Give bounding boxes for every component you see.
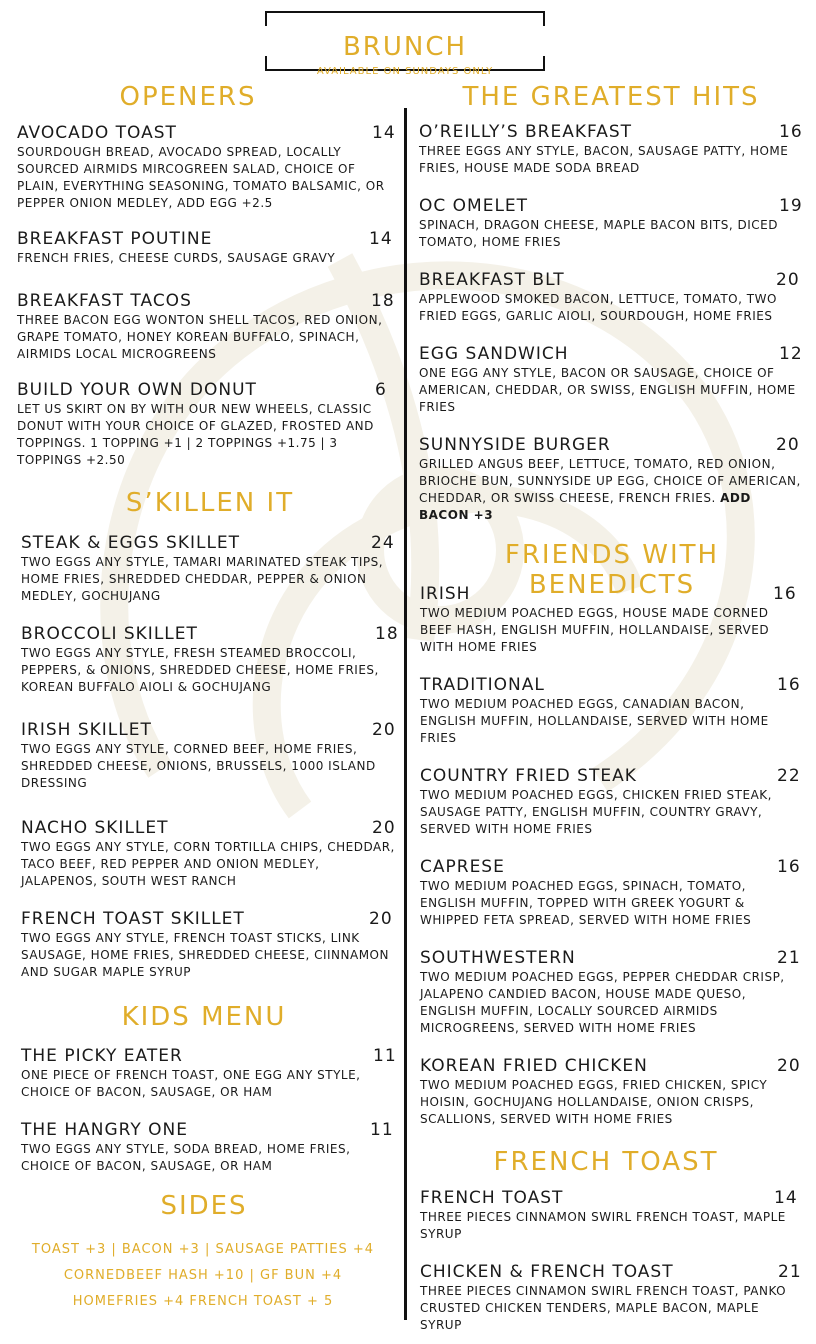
page-subtitle: AVAILABLE ON SUNDAYS ONLY <box>316 66 494 77</box>
item-price: 24 <box>371 533 395 553</box>
item-desc: TWO EGGS ANY STYLE, CORNED BEEF, HOME FRIES, SHREDDED CHEESE, ONIONS, BRUSSELS, 1000 ISLAND DRESSING <box>21 742 376 790</box>
item-name: SUNNYSIDE BURGER <box>419 435 611 455</box>
item-desc: TWO MEDIUM POACHED EGGS, CHICKEN FRIED STEAK, SAUSAGE PATTY, ENGLISH MUFFIN, COUNTRY GRAVY, SERVED WITH HOME FRIES <box>420 788 772 836</box>
item-desc: SOURDOUGH BREAD, AVOCADO SPREAD, LOCALLY SOURCED AIRMIDS MIRCOGREEN SALAD, CHOICE OF PLAIN, EVERYTHING SEASONING, TOMATO BALSAMIC, OR PEPPER ONION MEDLEY, ADD EGG +2.5 <box>17 145 385 210</box>
item-price: 20 <box>369 909 393 929</box>
section-heading-sides: SIDES <box>160 1191 248 1221</box>
title-box <box>265 11 545 77</box>
item-desc: THREE PIECES CINNAMON SWIRL FRENCH TOAST, PANKO CRUSTED CHICKEN TENDERS, MAPLE BACON, MAPLE SYRUP <box>420 1284 787 1332</box>
menu-item <box>21 1120 397 1175</box>
item-desc: FRENCH FRIES, CHEESE CURDS, SAUSAGE GRAVY <box>17 251 336 265</box>
menu-item <box>21 818 397 890</box>
item-name: IRISH SKILLET <box>21 720 152 740</box>
sides-list <box>18 1237 388 1315</box>
item-price: 16 <box>779 122 803 142</box>
menu-item <box>21 624 397 696</box>
menu-item <box>17 123 395 212</box>
item-price: 20 <box>372 720 396 740</box>
page-title: BRUNCH <box>342 32 468 62</box>
item-name: STEAK & EGGS SKILLET <box>21 533 241 553</box>
item-desc: ONE EGG ANY STYLE, BACON OR SAUSAGE, CHOICE OF AMERICAN, CHEDDAR, OR SWISS, ENGLISH MUFFIN, HOME FRIES <box>419 366 796 414</box>
item-name: O’REILLY’S BREAKFAST <box>419 122 633 142</box>
item-price: 16 <box>777 857 801 877</box>
item-price: 21 <box>777 948 801 968</box>
section-heading-skillets: S’KILLEN IT <box>125 488 295 518</box>
item-name: SOUTHWESTERN <box>420 948 576 968</box>
item-name: NACHO SKILLET <box>21 818 169 838</box>
sides-line: TOAST +3 | BACON +3 | SAUSAGE PATTIES +4 <box>31 1242 375 1257</box>
item-name: FRENCH TOAST SKILLET <box>21 909 245 929</box>
menu-item <box>420 948 804 1037</box>
menu-item <box>17 291 395 363</box>
item-price: 20 <box>776 270 800 290</box>
menu-item <box>17 229 395 267</box>
item-name: OC OMELET <box>419 196 529 216</box>
item-desc-text: GRILLED ANGUS BEEF, LETTUCE, TOMATO, RED ONION, BRIOCHE BUN, SUNNYSIDE UP EGG, CHOICE OF AMERICAN, CHEDDAR, OR SWISS CHEESE, FRENCH FRIES. <box>419 457 801 505</box>
menu-item <box>21 1046 397 1101</box>
item-name: BREAKFAST TACOS <box>17 291 192 311</box>
item-price: 18 <box>375 624 399 644</box>
menu-item <box>420 1262 804 1334</box>
section-heading-french-toast: FRENCH TOAST <box>493 1147 719 1177</box>
menu-item <box>21 533 397 605</box>
menu-item <box>17 380 395 469</box>
item-desc: TWO EGGS ANY STYLE, FRESH STEAMED BROCCOLI, PEPPERS, & ONIONS, SHREDDED CHEESE, HOME FRIES, KOREAN BUFFALO AIOLI & GOCHUJANG <box>21 646 379 694</box>
item-price: 16 <box>773 584 797 604</box>
item-name: BROCCOLI SKILLET <box>21 624 198 644</box>
menu-item <box>419 344 804 416</box>
item-desc: THREE PIECES CINNAMON SWIRL FRENCH TOAST, MAPLE SYRUP <box>420 1210 786 1241</box>
item-desc: ONE PIECE OF FRENCH TOAST, ONE EGG ANY STYLE, CHOICE OF BACON, SAUSAGE, OR HAM <box>21 1068 361 1099</box>
item-desc: APPLEWOOD SMOKED BACON, LETTUCE, TOMATO, TWO FRIED EGGS, GARLIC AIOLI, SOURDOUGH, HOME FRIES <box>419 292 777 323</box>
item-price: 11 <box>370 1120 394 1140</box>
item-price: 20 <box>777 1056 801 1076</box>
item-price: 18 <box>371 291 395 311</box>
column-divider <box>404 108 407 1320</box>
item-name: IRISH <box>420 584 471 604</box>
item-name: TRADITIONAL <box>420 675 545 695</box>
item-name: EGG SANDWICH <box>419 344 569 364</box>
menu-item <box>420 1056 804 1128</box>
item-desc <box>419 456 804 524</box>
item-desc: TWO MEDIUM POACHED EGGS, CANADIAN BACON, ENGLISH MUFFIN, HOLLANDAISE, SERVED WITH HOME FRIES <box>420 697 769 745</box>
section-heading-greatest-hits: THE GREATEST HITS <box>462 82 760 112</box>
section-heading-openers: OPENERS <box>119 82 257 112</box>
item-price: 14 <box>774 1188 798 1208</box>
item-desc: LET US SKIRT ON BY WITH OUR NEW WHEELS, CLASSIC DONUT WITH YOUR CHOICE OF GLAZED, FROSTED AND TOPPINGS. 1 TOPPING +1 | 2 TOPPINGS +1.75 | 3 TOPPINGS +2.50 <box>17 402 374 467</box>
menu-item <box>419 196 804 251</box>
sides-line: HOMEFRIES +4 FRENCH TOAST + 5 <box>72 1294 334 1309</box>
item-name: THE HANGRY ONE <box>21 1120 188 1140</box>
menu-item <box>420 675 804 747</box>
item-price: 12 <box>779 344 803 364</box>
menu-item <box>420 857 804 929</box>
section-heading-kids: KIDS MENU <box>121 1002 287 1032</box>
item-price: 19 <box>779 196 803 216</box>
item-desc: THREE BACON EGG WONTON SHELL TACOS, RED ONION, GRAPE TOMATO, HONEY KOREAN BUFFALO, SPINACH, AIRMIDS LOCAL MICROGREENS <box>17 313 383 361</box>
menu-item <box>419 435 804 524</box>
menu-item <box>420 584 804 656</box>
item-desc: THREE EGGS ANY STYLE, BACON, SAUSAGE PATTY, HOME FRIES, HOUSE MADE SODA BREAD <box>419 144 789 175</box>
item-name: THE PICKY EATER <box>21 1046 183 1066</box>
item-name: BREAKFAST BLT <box>419 270 565 290</box>
item-name: CAPRESE <box>420 857 505 877</box>
menu-item <box>21 720 397 792</box>
item-desc: SPINACH, DRAGON CHEESE, MAPLE BACON BITS, DICED TOMATO, HOME FRIES <box>419 218 778 249</box>
item-price: 20 <box>372 818 396 838</box>
item-desc: TWO EGGS ANY STYLE, SODA BREAD, HOME FRIES, CHOICE OF BACON, SAUSAGE, OR HAM <box>21 1142 351 1173</box>
item-name: BREAKFAST POUTINE <box>17 229 213 249</box>
item-price: 6 <box>375 380 387 400</box>
item-desc: TWO MEDIUM POACHED EGGS, FRIED CHICKEN, SPICY HOISIN, GOCHUJANG HOLLANDAISE, ONION CRISPS, SCALLIONS, SERVED WITH HOME FRIES <box>420 1078 768 1126</box>
item-desc: TWO EGGS ANY STYLE, CORN TORTILLA CHIPS, CHEDDAR, TACO BEEF, RED PEPPER AND ONION MEDLEY, JALAPENOS, SOUTH WEST RANCH <box>21 840 395 888</box>
menu-item <box>419 122 804 177</box>
item-desc: TWO EGGS ANY STYLE, FRENCH TOAST STICKS, LINK SAUSAGE, HOME FRIES, SHREDDED CHEESE, CIINNAMON AND SUGAR MAPLE SYRUP <box>21 931 389 979</box>
item-price: 11 <box>373 1046 397 1066</box>
item-name: AVOCADO TOAST <box>17 123 177 143</box>
item-price: 22 <box>777 766 801 786</box>
sides-line: CORNEDBEEF HASH +10 | GF BUN +4 <box>63 1268 343 1283</box>
item-price: 14 <box>369 229 393 249</box>
item-price: 21 <box>778 1262 802 1282</box>
item-desc: TWO MEDIUM POACHED EGGS, PEPPER CHEDDAR CRISP, JALAPENO CANDIED BACON, HOUSE MADE QUESO, ENGLISH MUFFIN, LOCALLY SOURCED AIRMIDS MICROGREENS, SERVED WITH HOME FRIES <box>420 970 785 1035</box>
item-desc: TWO EGGS ANY STYLE, TAMARI MARINATED STEAK TIPS, HOME FRIES, SHREDDED CHEDDAR, PEPPER & ONION MEDLEY, GOCHUJANG <box>21 555 384 603</box>
item-desc-addon: ADD BACON +3 <box>419 491 751 522</box>
item-name: BUILD YOUR OWN DONUT <box>17 380 257 400</box>
item-desc: TWO MEDIUM POACHED EGGS, HOUSE MADE CORNED BEEF HASH, ENGLISH MUFFIN, HOLLANDAISE, SERVED WITH HOME FRIES <box>420 606 770 654</box>
menu-item <box>420 1188 804 1243</box>
item-price: 14 <box>372 123 396 143</box>
item-name: KOREAN FRIED CHICKEN <box>420 1056 648 1076</box>
item-desc: TWO MEDIUM POACHED EGGS, SPINACH, TOMATO, ENGLISH MUFFIN, TOPPED WITH GREEK YOGURT & WHIPPED FETA SPREAD, SERVED WITH HOME FRIES <box>420 879 752 927</box>
item-name: FRENCH TOAST <box>420 1188 564 1208</box>
item-name: COUNTRY FRIED STEAK <box>420 766 637 786</box>
menu-item <box>420 766 804 838</box>
item-price: 16 <box>777 675 801 695</box>
item-price: 20 <box>776 435 800 455</box>
section-heading-benedicts: FRIENDS WITH BENEDICTS <box>504 540 720 600</box>
menu-item <box>419 270 804 325</box>
item-name: CHICKEN & FRENCH TOAST <box>420 1262 674 1282</box>
menu-item <box>21 909 397 981</box>
